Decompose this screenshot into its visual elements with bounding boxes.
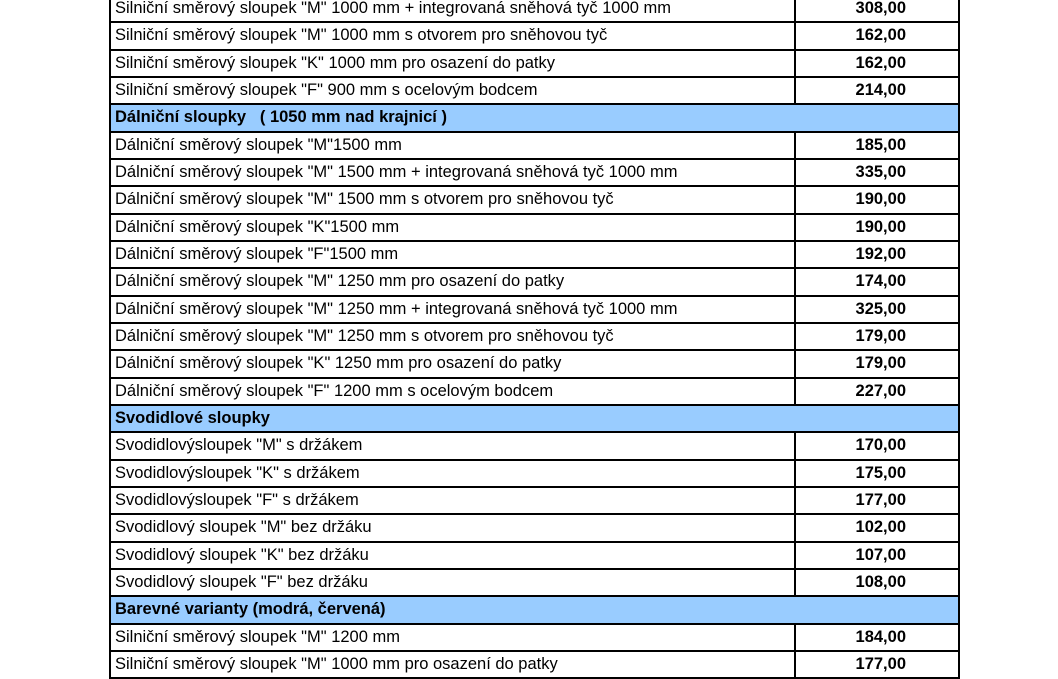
table-row xyxy=(111,0,958,23)
product-name: Silniční směrový sloupek "M" 1200 mm xyxy=(111,625,796,650)
table-row xyxy=(111,461,958,488)
table-row xyxy=(111,23,958,50)
product-price: 325,00 xyxy=(855,299,906,318)
section-title: Dálniční sloupky ( 1050 mm nad krajnicí ) xyxy=(115,108,447,127)
product-price: 102,00 xyxy=(855,518,906,537)
product-price: 308,00 xyxy=(855,0,906,17)
product-name: Silniční směrový sloupek "K" 1000 mm pro osazení do patky xyxy=(111,51,796,76)
product-name: Dálniční směrový sloupek "M"1500 mm xyxy=(111,133,796,158)
table-row xyxy=(111,78,958,105)
table-row xyxy=(111,269,958,296)
price-table xyxy=(109,0,960,679)
product-price: 107,00 xyxy=(855,545,906,564)
product-name: Dálniční směrový sloupek "F"1500 mm xyxy=(111,242,796,267)
section-header xyxy=(111,105,958,132)
table-row xyxy=(111,160,958,187)
product-price: 227,00 xyxy=(855,381,906,400)
product-name: Dálniční směrový sloupek "M" 1500 mm + integrovaná sněhová tyč 1000 mm xyxy=(111,160,796,185)
product-price: 179,00 xyxy=(855,326,906,345)
product-name: Svodidlovýsloupek "F" s držákem xyxy=(111,488,796,513)
product-price: 185,00 xyxy=(855,135,906,154)
product-price: 162,00 xyxy=(855,53,906,72)
table-row xyxy=(111,488,958,515)
product-name: Dálniční směrový sloupek "M" 1250 mm pro osazení do patky xyxy=(111,269,796,294)
table-row xyxy=(111,324,958,351)
table-row xyxy=(111,570,958,597)
table-row xyxy=(111,433,958,460)
table-row xyxy=(111,187,958,214)
product-name: Silniční směrový sloupek "F" 900 mm s ocelovým bodcem xyxy=(111,78,796,103)
product-price: 170,00 xyxy=(855,436,906,455)
product-price: 177,00 xyxy=(855,654,906,673)
product-name: Dálniční směrový sloupek "M" 1250 mm s otvorem pro sněhovou tyč xyxy=(111,324,796,349)
product-name: Dálniční směrový sloupek "F" 1200 mm s ocelovým bodcem xyxy=(111,379,796,404)
product-name: Dálniční směrový sloupek "M" 1500 mm s otvorem pro sněhovou tyč xyxy=(111,187,796,212)
product-name: Svodidlový sloupek "K" bez držáku xyxy=(111,543,796,568)
table-row xyxy=(111,133,958,160)
table-row xyxy=(111,51,958,78)
table-row xyxy=(111,242,958,269)
section-header xyxy=(111,597,958,624)
table-row xyxy=(111,351,958,378)
product-price: 177,00 xyxy=(855,490,906,509)
section-header xyxy=(111,406,958,433)
product-price: 190,00 xyxy=(855,190,906,209)
product-price: 335,00 xyxy=(855,162,906,181)
table-row xyxy=(111,297,958,324)
product-name: Dálniční směrový sloupek "K" 1250 mm pro osazení do patky xyxy=(111,351,796,376)
product-price: 108,00 xyxy=(855,572,906,591)
product-price: 175,00 xyxy=(855,463,906,482)
product-name: Svodidlový sloupek "F" bez držáku xyxy=(111,570,796,595)
table-row xyxy=(111,515,958,542)
section-title: Svodidlové sloupky xyxy=(115,408,270,427)
product-name: Dálniční směrový sloupek "K"1500 mm xyxy=(111,215,796,240)
product-name: Svodidlovýsloupek "K" s držákem xyxy=(111,461,796,486)
product-price: 190,00 xyxy=(855,217,906,236)
product-price: 162,00 xyxy=(855,26,906,45)
product-price: 192,00 xyxy=(855,244,906,263)
section-title: Barevné varianty (modrá, červená) xyxy=(115,600,386,619)
product-name: Dálniční směrový sloupek "M" 1250 mm + integrovaná sněhová tyč 1000 mm xyxy=(111,297,796,322)
product-name: Svodidlovýsloupek "M" s držákem xyxy=(111,433,796,458)
product-price: 179,00 xyxy=(855,354,906,373)
product-price: 174,00 xyxy=(855,272,906,291)
product-price: 214,00 xyxy=(855,80,906,99)
table-row xyxy=(111,625,958,652)
product-name: Silniční směrový sloupek "M" 1000 mm + integrovaná sněhová tyč 1000 mm xyxy=(111,0,796,21)
table-row xyxy=(111,215,958,242)
product-name: Svodidlový sloupek "M" bez držáku xyxy=(111,515,796,540)
product-name: Silniční směrový sloupek "M" 1000 mm s otvorem pro sněhovou tyč xyxy=(111,23,796,48)
table-row xyxy=(111,543,958,570)
product-name: Silniční směrový sloupek "M" 1000 mm pro osazení do patky xyxy=(111,652,796,677)
table-row xyxy=(111,379,958,406)
product-price: 184,00 xyxy=(855,627,906,646)
